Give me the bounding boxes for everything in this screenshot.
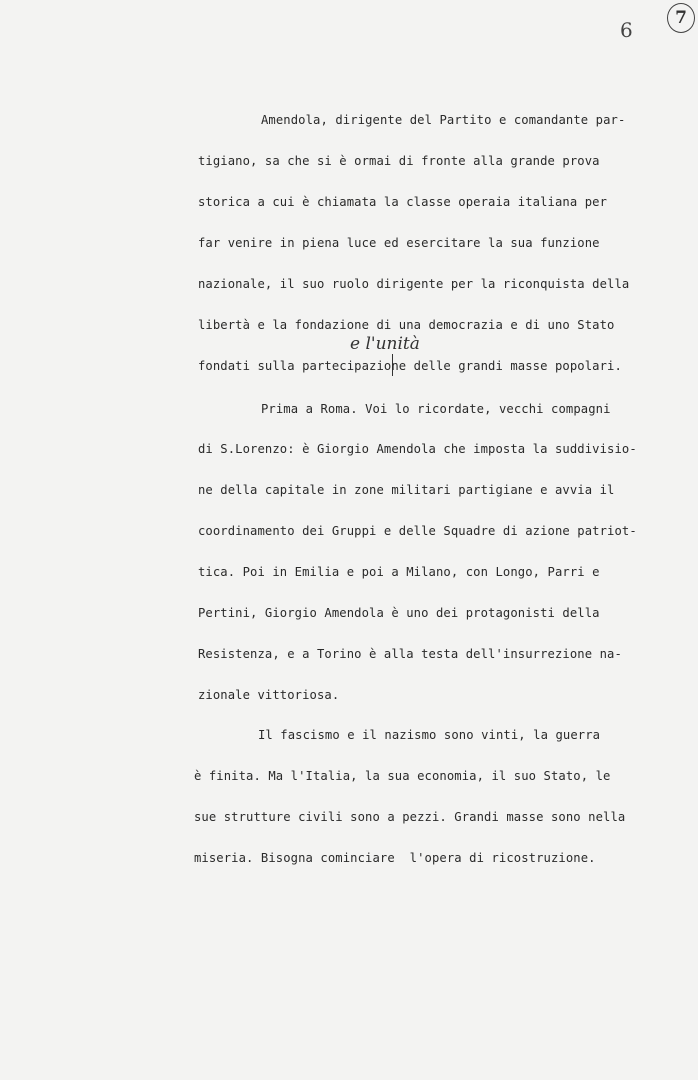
text-line: Amendola, dirigente del Partito e comandante par- [261, 113, 626, 127]
text-line: far venire in piena luce ed esercitare la sua funzione [198, 236, 600, 250]
text-line: libertà e la fondazione di una democrazia e di uno Stato [198, 318, 615, 332]
text-line: Il fascismo e il nazismo sono vinti, la guerra [258, 728, 601, 742]
handwritten-page-number: 6 [620, 18, 633, 42]
text-line: Prima a Roma. Voi lo ricordate, vecchi compagni [261, 402, 611, 416]
text-line: è finita. Ma l'Italia, la sua economia, il suo Stato, le [194, 769, 611, 783]
text-line: di S.Lorenzo: è Giorgio Amendola che imposta la suddivisio- [198, 442, 637, 456]
text-line: Pertini, Giorgio Amendola è uno dei protagonisti della [198, 606, 600, 620]
text-line: storica a cui è chiamata la classe operaia italiana per [198, 195, 608, 209]
text-line: coordinamento dei Gruppi e delle Squadre di azione patriot- [198, 524, 637, 538]
text-line: tica. Poi in Emilia e poi a Milano, con Longo, Parri e [198, 565, 600, 579]
handwritten-insertion: e l'unità [350, 334, 420, 354]
text-line: zionale vittoriosa. [198, 688, 340, 702]
circled-page-number: 7 [667, 3, 695, 33]
text-line: nazionale, il suo ruolo dirigente per la riconquista della [198, 277, 630, 291]
text-line: fondati sulla partecipazione delle grandi masse popolari. [198, 359, 622, 373]
text-line: sue strutture civili sono a pezzi. Grandi masse sono nella [194, 810, 626, 824]
text-line: Resistenza, e a Torino è alla testa dell'insurrezione na- [198, 647, 622, 661]
text-line: ne della capitale in zone militari partigiane e avvia il [198, 483, 615, 497]
text-line: tigiano, sa che si è ormai di fronte alla grande prova [198, 154, 600, 168]
text-line: miseria. Bisogna cominciare l'opera di ricostruzione. [194, 851, 596, 865]
